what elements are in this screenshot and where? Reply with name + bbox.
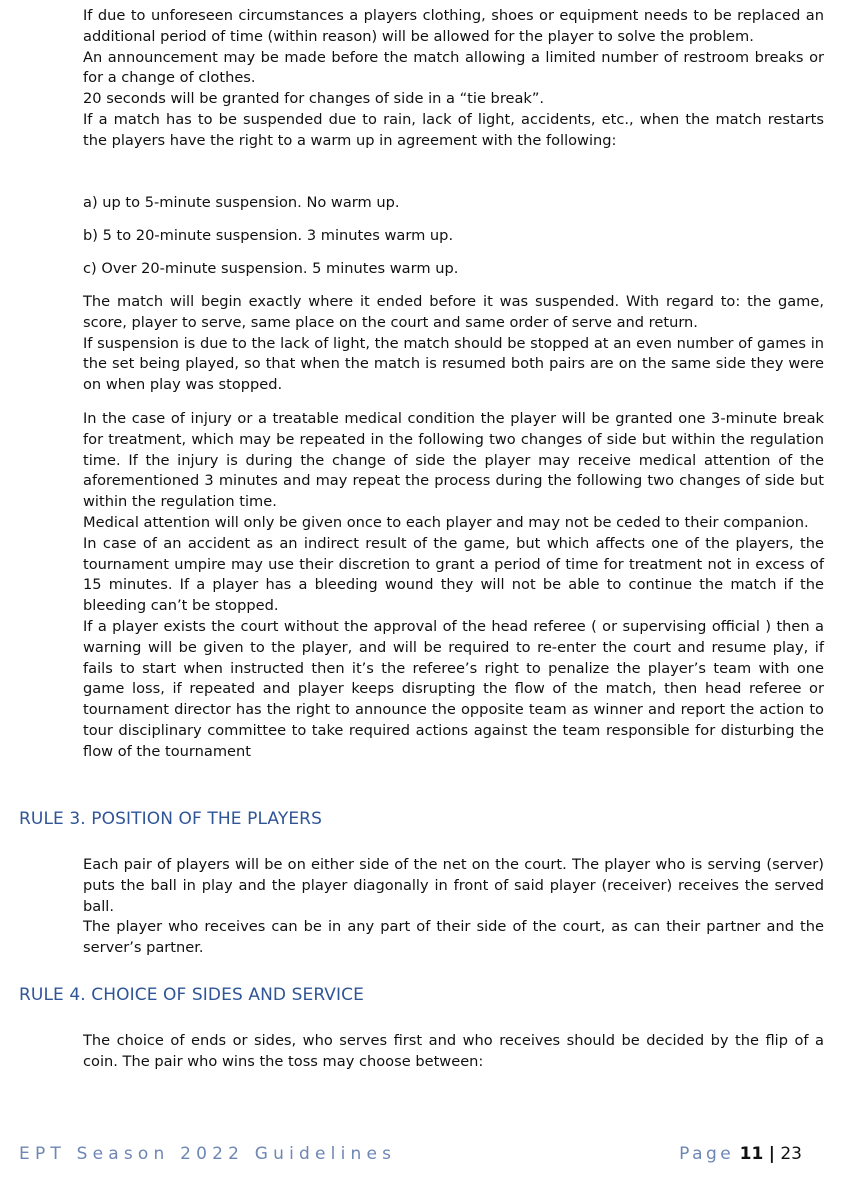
paragraph: If due to unforeseen circumstances a players clothing, shoes or equipment needs to be replaced an additional period of time (within reason) will be allowed for the player to solve the problem. (83, 7, 824, 45)
total-pages: 23 (780, 1144, 802, 1164)
paragraph: Medical attention will only be given once to each player and may not be ceded to their companion. (83, 513, 809, 531)
rule3-heading: RULE 3. POSITION OF THE PLAYERS (19, 809, 322, 829)
paragraph: Each pair of players will be on either side of the net on the court. The player who is serving (server) puts the ball in play and the player diagonally in front of said player (receiver) receives the served ball. (83, 856, 824, 915)
paragraph: If a match has to be suspended due to rain, lack of light, accidents, etc., when the match restarts the players have the right to a warm up in agreement with the following: (83, 110, 824, 149)
footer-title: EPT Season 2022 Guidelines (19, 1144, 397, 1164)
paragraph: If suspension is due to the lack of light, the match should be stopped at an even number of games in the set being played, so that when the match is resumed both pairs are on the same side they were on when play was stopped. (83, 334, 824, 394)
page-indicator (679, 1144, 802, 1164)
warmup-list (83, 193, 824, 214)
paragraph-block-intro (83, 6, 824, 152)
rule4-heading: RULE 4. CHOICE OF SIDES AND SERVICE (19, 985, 364, 1005)
page-separator: | (768, 1144, 775, 1164)
rule4-body (83, 1031, 824, 1073)
list-item: b) 5 to 20-minute suspension. 3 minutes warm up. (83, 227, 454, 244)
paragraph: The match will begin exactly where it ended before it was suspended. With regard to: the game, score, player to serve, same place on the court and same order of serve and return. (83, 293, 824, 331)
list-item: c) Over 20-minute suspension. 5 minutes warm up. (83, 260, 459, 277)
paragraph: An announcement may be made before the match allowing a limited number of restroom breaks or for a change of clothes. (83, 48, 824, 87)
paragraph-block-injury (83, 409, 824, 763)
paragraph-block-resume (83, 292, 824, 396)
list-item: a) up to 5-minute suspension. No warm up. (83, 194, 400, 211)
warmup-list (83, 259, 824, 280)
paragraph: If a player exists the court without the approval of the head referee ( or supervising official ) then a warning will be given to the player, and will be required to re-enter the court and resume play, if fails to start when instructed then it’s the referee’s right to penalize the player’s team with one game loss, if repeated and player keeps disrupting the flow of the match, then head referee or tournament director has the right to announce the opposite team as winner and report the action to tour disciplinary committee to take required actions against the team responsible for disturbing the flow of the tournament (83, 617, 824, 760)
paragraph: In the case of injury or a treatable medical condition the player will be granted one 3-minute break for treatment, which may be repeated in the following two changes of side but within the regulation time. If the injury is during the change of side the player may receive medical attention of the aforementioned 3 minutes and may repeat the process during the following two changes of side but within the regulation time. (83, 410, 824, 511)
warmup-list (83, 226, 824, 247)
paragraph: The choice of ends or sides, who serves first and who receives should be decided by the flip of a coin. The pair who wins the toss may choose between: (83, 1032, 824, 1070)
paragraph: 20 seconds will be granted for changes of side in a “tie break”. (83, 90, 545, 108)
page-number: 11 (739, 1144, 764, 1164)
page-label: Page (679, 1144, 735, 1164)
paragraph: The player who receives can be in any part of their side of the court, as can their partner and the server’s partner. (83, 918, 824, 957)
paragraph: In case of an accident as an indirect result of the game, but which affects one of the players, the tournament umpire may use their discretion to grant a period of time for treatment not in excess of 15 minutes. If a player has a bleeding wound they will not be able to continue the match if the bleeding can’t be stopped. (83, 534, 824, 615)
rule3-body (83, 855, 824, 959)
